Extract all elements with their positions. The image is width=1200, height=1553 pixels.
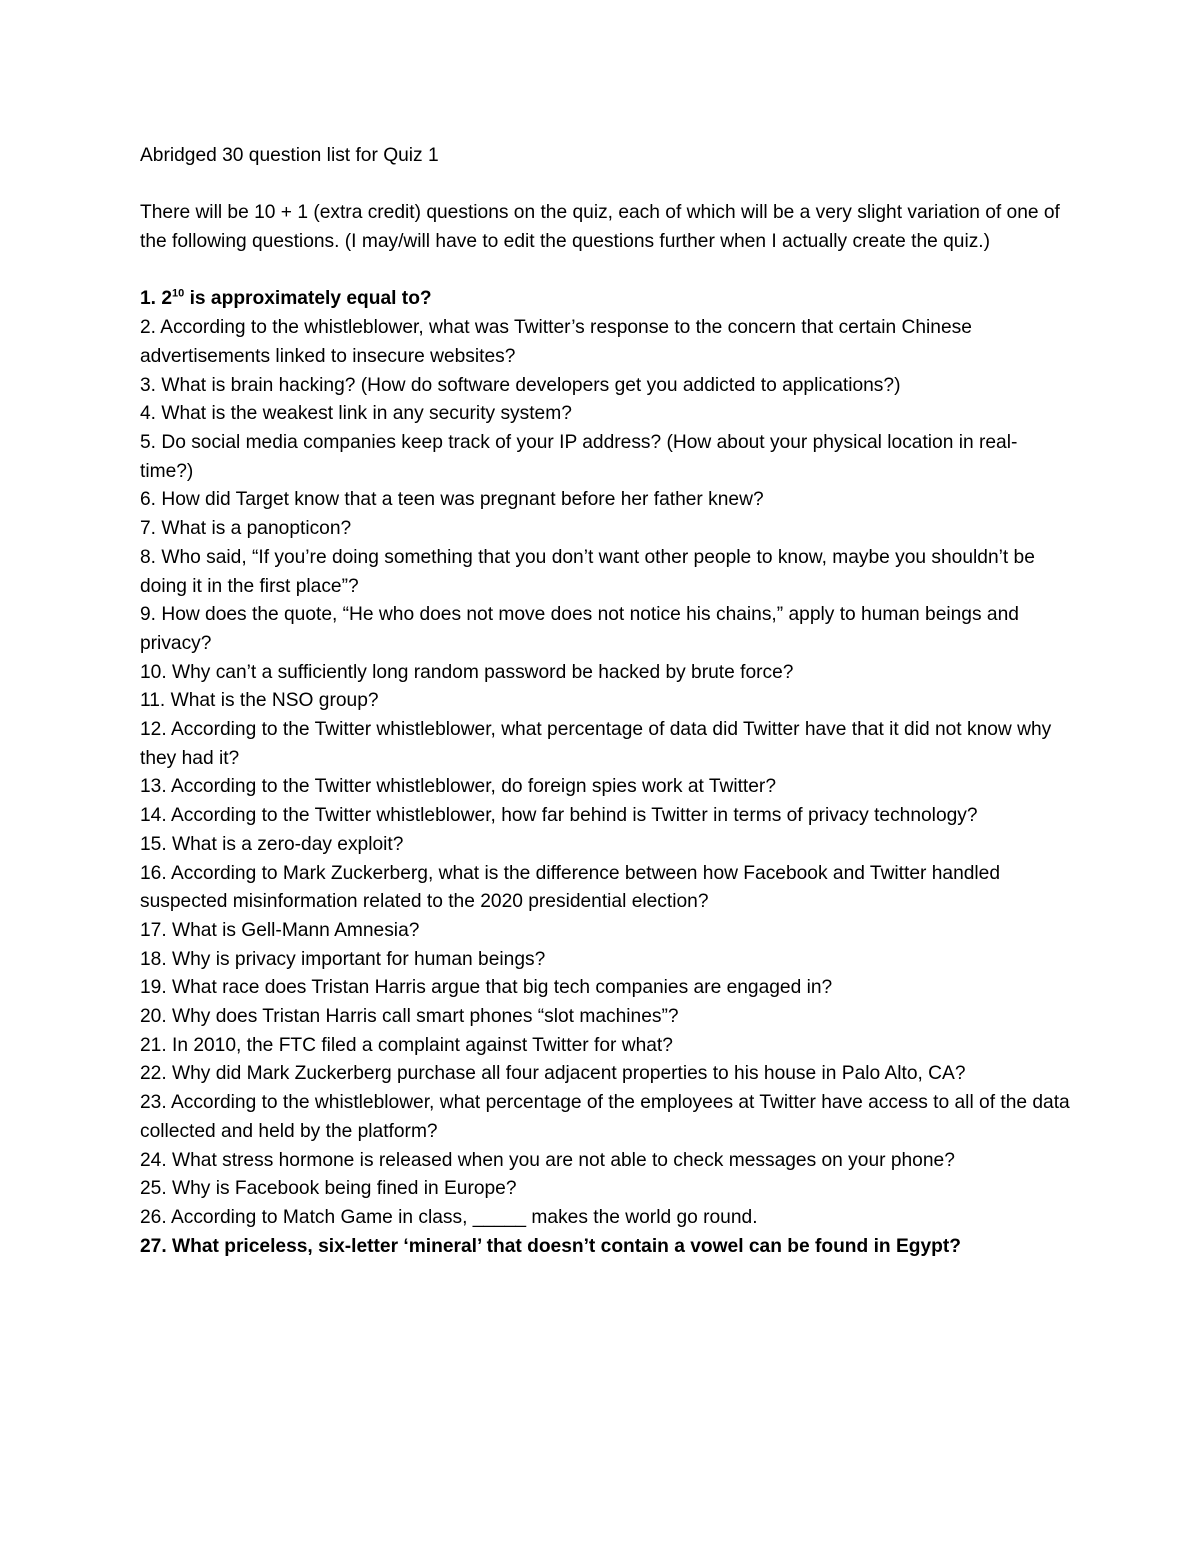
question-item: 20. Why does Tristan Harris call smart phones “slot machines”?	[140, 1006, 679, 1028]
question-item: 23. According to the whistleblower, what percentage of the employees at Twitter have access to all of the data collected and held by the platform?	[140, 1092, 1070, 1142]
question-1-suffix: is approximately equal to?	[184, 288, 432, 310]
question-item: 10. Why can’t a sufficiently long random password be hacked by brute force?	[140, 661, 794, 683]
question-item: 14. According to the Twitter whistleblower, how far behind is Twitter in terms of privacy technology?	[140, 805, 978, 827]
question-list	[140, 285, 1070, 1261]
question-item: 17. What is Gell-Mann Amnesia?	[140, 919, 420, 941]
question-item: 8. Who said, “If you’re doing something that you don’t want other people to know, maybe you shouldn’t be doing it in the first place”?	[140, 546, 1035, 597]
question-item: 16. According to Mark Zuckerberg, what is the difference between how Facebook and Twitter handled suspected misinformation related to the 2020 presidential election?	[140, 862, 1001, 913]
question-1-exponent: 10	[172, 288, 185, 301]
question-item: 18. Why is privacy important for human beings?	[140, 948, 546, 970]
question-item: 19. What race does Tristan Harris argue that big tech companies are engaged in?	[140, 977, 833, 999]
question-item: 22. Why did Mark Zuckerberg purchase all four adjacent properties to his house in Palo Alto, CA?	[140, 1063, 966, 1085]
document-body	[140, 142, 1070, 1261]
question-item: 26. According to Match Game in class, _____ makes the world go round.	[140, 1206, 758, 1228]
question-item: 9. How does the quote, “He who does not move does not notice his chains,” apply to human beings and privacy?	[140, 604, 1019, 654]
question-item: 25. Why is Facebook being fined in Europe?	[140, 1178, 517, 1200]
question-item: 13. According to the Twitter whistleblower, do foreign spies work at Twitter?	[140, 776, 776, 798]
question-item: 5. Do social media companies keep track of your IP address? (How about your physical location in real-time?)	[140, 432, 1018, 482]
question-item: 3. What is brain hacking? (How do software developers get you addicted to applications?)	[140, 374, 901, 396]
question-item	[140, 285, 1070, 314]
question-item: 11. What is the NSO group?	[140, 690, 379, 712]
question-item: 12. According to the Twitter whistleblower, what percentage of data did Twitter have that it did not know why they had it?	[140, 719, 1052, 769]
question-item: 7. What is a panopticon?	[140, 518, 352, 540]
question-item: 21. In 2010, the FTC filed a complaint against Twitter for what?	[140, 1034, 673, 1056]
question-item: 15. What is a zero-day exploit?	[140, 833, 404, 855]
document-title: Abridged 30 question list for Quiz 1	[140, 145, 439, 166]
question-item: 24. What stress hormone is released when you are not able to check messages on your phone?	[140, 1149, 955, 1171]
question-item: 6. How did Target know that a teen was pregnant before her father knew?	[140, 489, 764, 511]
question-item: 2. According to the whistleblower, what was Twitter’s response to the concern that certain Chinese advertisements linked to insecure websites?	[140, 317, 972, 367]
intro-paragraph: There will be 10 + 1 (extra credit) questions on the quiz, each of which will be a very slight variation of one of the following questions. (I may/will have to edit the questions further when I actually create the quiz.)	[140, 202, 1060, 253]
question-item: 4. What is the weakest link in any security system?	[140, 403, 572, 425]
question-item: 27. What priceless, six-letter ‘mineral’ that doesn’t contain a vowel can be found in Egypt?	[140, 1235, 961, 1257]
question-1-prefix: 1. 2	[140, 288, 173, 310]
